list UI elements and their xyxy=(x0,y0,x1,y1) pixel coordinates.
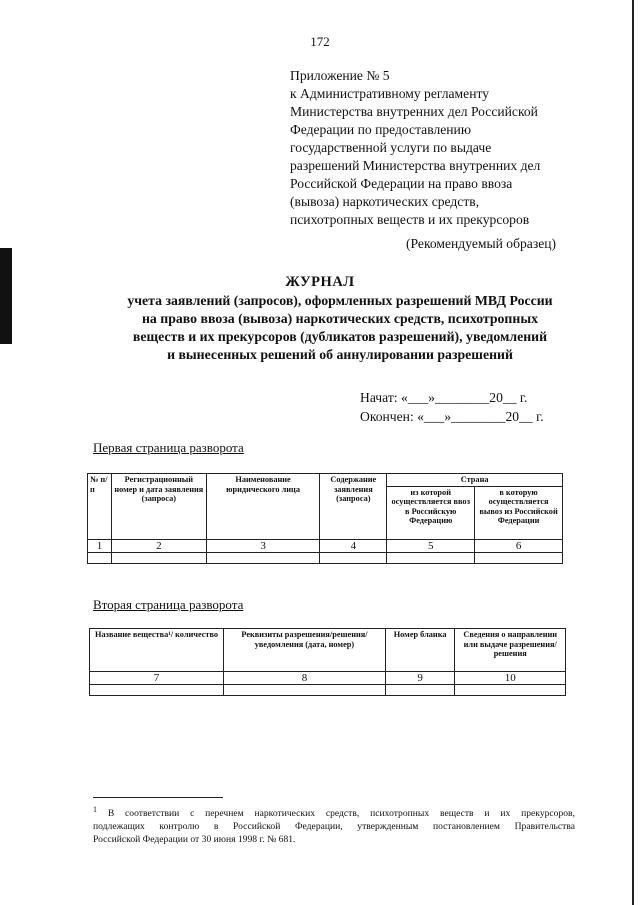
scan-mark xyxy=(0,248,12,344)
appendix-line: Министерства внутренних дел Российской xyxy=(290,104,538,119)
page-number: 172 xyxy=(310,34,330,49)
subtitle-line: учета заявлений (запросов), оформленных разрешений МВД России xyxy=(127,293,553,308)
table-row xyxy=(90,685,566,696)
column-number: 9 xyxy=(385,672,455,685)
header-form-no: Номер бланка xyxy=(385,629,455,672)
footnote xyxy=(93,803,575,846)
started-line: Начат: «___»________20__ г. xyxy=(360,390,528,405)
footnote-line: Российской Федерации от 30 июня 1998 г. № 681. xyxy=(93,834,296,846)
header-no: № п/п xyxy=(88,474,112,540)
sample-note: (Рекомендуемый образец) xyxy=(406,236,557,251)
table-row xyxy=(88,552,563,563)
column-number: 7 xyxy=(90,672,224,685)
footnote-line: $^1$ В соответствии с перечнем наркотических средств, психотропных веществ и их прекурсоров, xyxy=(93,805,575,820)
column-number: 3 xyxy=(206,539,320,552)
column-number: 2 xyxy=(111,539,206,552)
finished-line: Окончен: «___»________20__ г. xyxy=(360,409,544,424)
appendix-line: государственной услуги по выдаче xyxy=(290,140,492,155)
appendix-line: Федерации по предоставлению xyxy=(290,122,471,137)
journal-title: ЖУРНАЛ xyxy=(285,274,355,290)
header-info: Сведения о направлении или выдаче разрешения/ решения xyxy=(455,629,566,672)
journal-subtitle xyxy=(60,292,620,364)
first-spread-heading: Первая страница разворота xyxy=(93,440,244,455)
appendix-block xyxy=(290,67,590,229)
appendix-line: разрешений Министерства внутренних дел xyxy=(290,158,541,173)
appendix-line: Приложение № 5 xyxy=(290,68,390,83)
second-spread-heading: Вторая страница разворота xyxy=(93,597,244,612)
scan-edge xyxy=(632,0,634,905)
column-number: 5 xyxy=(387,539,475,552)
appendix-line: психотропных веществ и их прекурсоров xyxy=(290,212,530,227)
column-number: 10 xyxy=(455,672,566,685)
header-country-to: в которую осуществляется вывоз из Российской Федерации xyxy=(475,486,563,539)
column-number: 6 xyxy=(475,539,563,552)
subtitle-line: на право ввоза (вывоза) наркотических средств, психотропных xyxy=(141,311,539,326)
subtitle-line: веществ и их прекурсоров (дубликатов разрешений), уведомлений xyxy=(132,329,548,344)
footnote-line: подлежащих контролю в Российской Федерации, утвержденным постановлением Правительства xyxy=(93,821,575,833)
header-country: Страна xyxy=(387,474,563,487)
header-content: Содержание заявления (запроса) xyxy=(320,474,387,540)
header-substance: Название вещества¹/ количество xyxy=(90,629,224,672)
column-number: 8 xyxy=(224,672,386,685)
subtitle-line: и вынесенных решений об аннулировании разрешений xyxy=(167,347,513,362)
first-spread-table xyxy=(87,473,563,564)
header-country-from: из которой осуществляется ввоз в Российскую Федерацию xyxy=(387,486,475,539)
appendix-line: (вывоза) наркотических средств, xyxy=(290,194,480,209)
footnote-divider xyxy=(93,797,223,798)
header-entity: Наименование юридического лица xyxy=(206,474,320,540)
appendix-line: Российской Федерации на право ввоза xyxy=(290,176,513,191)
footnote-marker: 1 xyxy=(93,805,97,814)
journal-dates xyxy=(360,388,544,426)
column-number: 4 xyxy=(320,539,387,552)
column-number: 1 xyxy=(88,539,112,552)
appendix-line: к Административному регламенту xyxy=(290,86,490,101)
header-reg: Регистрационный номер и дата заявления (запроса) xyxy=(111,474,206,540)
second-spread-table xyxy=(89,628,566,696)
header-details: Реквизиты разрешения/решения/уведомления (дата, номер) xyxy=(224,629,386,672)
